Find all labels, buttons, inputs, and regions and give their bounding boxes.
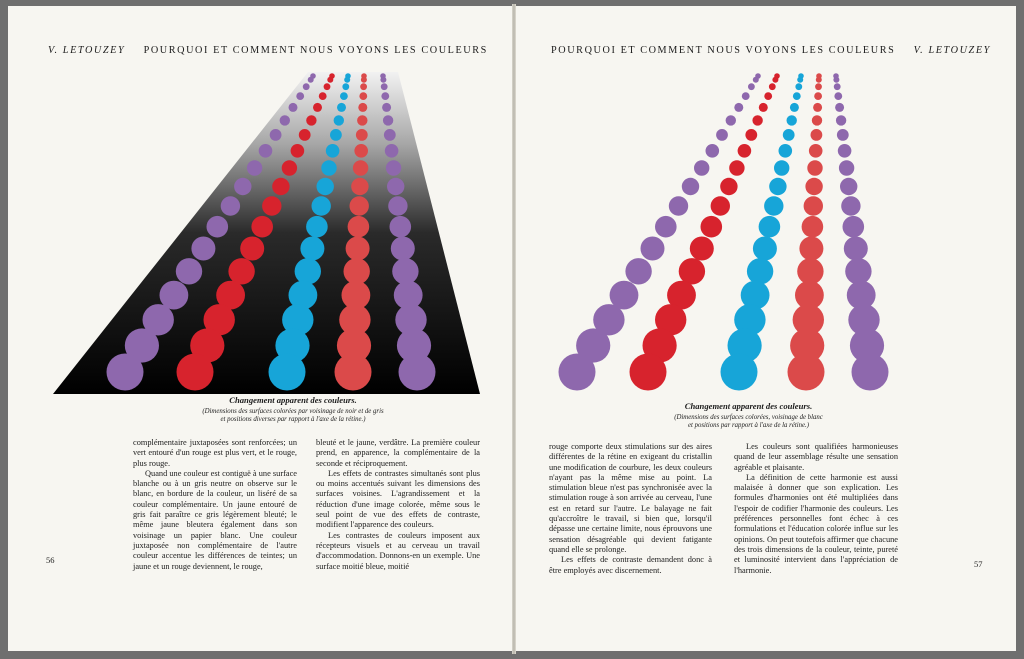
right-cyan-row-dot bbox=[797, 77, 803, 83]
right-cyan-row-dot bbox=[753, 237, 777, 261]
left-coral-row-dot bbox=[358, 103, 367, 112]
left-red-row-dot bbox=[282, 160, 297, 175]
right-violet-row-2-dot bbox=[841, 196, 860, 215]
right-red-row-dot bbox=[769, 83, 776, 90]
right-red-row-dot bbox=[711, 196, 730, 215]
left-coral-row-dot bbox=[360, 83, 367, 90]
right-header-author: V. LETOUZEY bbox=[913, 45, 991, 56]
left-cyan-row-dot bbox=[321, 160, 336, 175]
left-violet-row-dot bbox=[296, 92, 304, 100]
right-violet-row-dot bbox=[742, 92, 750, 100]
right-violet-row-2-dot bbox=[834, 92, 842, 100]
left-cyan-row-dot bbox=[344, 77, 350, 83]
right-header-title: POURQUOI ET COMMENT NOUS VOYONS LES COULEURS bbox=[551, 45, 896, 56]
right-page bbox=[516, 6, 1016, 651]
left-violet-row-dot bbox=[280, 115, 290, 125]
left-red-row-dot bbox=[291, 144, 305, 158]
right-cyan-row-dot bbox=[747, 258, 773, 284]
left-violet-row-2-dot bbox=[384, 129, 396, 141]
left-coral-row-dot bbox=[354, 144, 368, 158]
left-cyan-row-dot bbox=[340, 92, 348, 100]
right-violet-row-2-dot bbox=[852, 354, 889, 391]
left-figure-caption bbox=[168, 395, 418, 424]
left-violet-row-2-dot bbox=[391, 237, 415, 261]
right-red-row-dot bbox=[759, 103, 768, 112]
right-cyan-row-dot bbox=[779, 144, 793, 158]
left-coral-row-dot bbox=[335, 354, 372, 391]
left-violet-row-dot bbox=[303, 83, 310, 90]
left-red-row-dot bbox=[240, 237, 264, 261]
right-coral-row-dot bbox=[805, 178, 822, 195]
right-caption-line-2: et positions par rapport à l'axe de la rétine.) bbox=[688, 422, 809, 429]
left-column-1 bbox=[133, 438, 297, 572]
right-caption-title: Changement apparent des couleurs. bbox=[684, 401, 813, 411]
left-violet-row-dot bbox=[176, 258, 202, 284]
left-cyan-row-dot bbox=[300, 237, 324, 261]
left-red-row-dot bbox=[251, 216, 273, 238]
right-violet-row-2-dot bbox=[845, 258, 871, 284]
right-violet-row-dot bbox=[682, 178, 699, 195]
left-violet-row-dot bbox=[191, 237, 215, 261]
right-red-row-dot bbox=[738, 144, 752, 158]
right-cyan-row-dot bbox=[721, 354, 758, 391]
right-cyan-row-dot bbox=[759, 216, 781, 238]
left-violet-row-dot bbox=[308, 77, 314, 83]
right-coral-row-dot bbox=[814, 92, 822, 100]
right-violet-row-2-dot bbox=[836, 115, 846, 125]
left-header-title: POURQUOI ET COMMENT NOUS VOYONS LES COULEURS bbox=[143, 45, 488, 56]
right-caption-line-1: (Dimensions des surfaces colorées, voisinage de blanc bbox=[674, 414, 823, 421]
paragraph: complémentaire juxtaposées sont renforcées; un vert entouré d'un rouge est plus vert, et le rouge, plus rouge. bbox=[133, 438, 297, 468]
right-cyan-row-dot bbox=[774, 160, 789, 175]
right-column-2 bbox=[734, 442, 898, 576]
right-coral-row-dot bbox=[807, 160, 822, 175]
left-coral-row-dot bbox=[357, 115, 367, 125]
left-cyan-row-dot bbox=[342, 83, 349, 90]
right-violet-row-dot bbox=[753, 77, 759, 83]
right-violet-row-2-dot bbox=[837, 129, 849, 141]
left-red-row-dot bbox=[319, 92, 327, 100]
left-violet-row-2-dot bbox=[386, 160, 401, 175]
left-violet-row-dot bbox=[259, 144, 273, 158]
right-red-row-dot bbox=[729, 160, 744, 175]
right-violet-row-dot bbox=[655, 216, 677, 238]
right-dot-rows bbox=[559, 73, 889, 390]
left-violet-row-2-dot bbox=[381, 92, 389, 100]
right-violet-row-dot bbox=[669, 196, 688, 215]
left-cyan-row-dot bbox=[337, 103, 346, 112]
left-coral-row-dot bbox=[346, 237, 370, 261]
left-violet-row-2-dot bbox=[399, 354, 436, 391]
right-coral-row-dot bbox=[813, 103, 822, 112]
left-violet-row-dot bbox=[247, 160, 262, 175]
left-violet-row-2-dot bbox=[381, 83, 388, 90]
paragraph: Quand une couleur est contiguë à une surface blanche ou à un gris neutre on observe sur le blanc, en bordure de la couleur, un liséré de sa couleur complémentaire. Un jaune entouré de gris fait paraître ce gris légèrement bleuté; le même jaune bleutera également dans son voisinage un papier blanc. Une couleur juxtaposée non complémentaire de l'autre couleur accentue les différences de teintes; un jaune et un rouge deviennent, le rouge, bbox=[133, 468, 297, 571]
right-red-row-dot bbox=[752, 115, 762, 125]
right-violet-row-dot bbox=[694, 160, 709, 175]
left-color-plate bbox=[8, 6, 512, 406]
left-red-row-dot bbox=[177, 354, 214, 391]
right-violet-row-2-dot bbox=[833, 77, 839, 83]
left-column-2 bbox=[316, 438, 480, 572]
paragraph: Les effets de contrastes simultanés sont plus ou moins accentués suivant les dimensions des surfaces voisines. L'agrandissement et la réduction d'une image colorée, même sous le seul point de vue des effets de contraste, modifient l'apparence des couleurs. bbox=[316, 468, 480, 530]
right-color-plate bbox=[516, 6, 1016, 406]
right-red-row-dot bbox=[701, 216, 723, 238]
paragraph: Les effets de contraste demandent donc à être employés avec discernement. bbox=[549, 555, 712, 575]
right-coral-row-dot bbox=[804, 196, 823, 215]
left-violet-row-dot bbox=[234, 178, 251, 195]
right-cyan-row-dot bbox=[790, 103, 799, 112]
left-violet-row-dot bbox=[207, 216, 229, 238]
left-violet-row-2-dot bbox=[382, 103, 391, 112]
left-coral-row-dot bbox=[359, 92, 367, 100]
right-cyan-row-dot bbox=[795, 83, 802, 90]
right-cyan-row-dot bbox=[787, 115, 797, 125]
right-cyan-row-dot bbox=[793, 92, 801, 100]
left-red-row-dot bbox=[228, 258, 254, 284]
left-cyan-row-dot bbox=[312, 196, 331, 215]
left-coral-row-dot bbox=[350, 196, 369, 215]
left-coral-row-dot bbox=[361, 77, 367, 83]
left-violet-row-2-dot bbox=[383, 115, 393, 125]
left-violet-row-2-dot bbox=[385, 144, 399, 158]
right-violet-row-dot bbox=[716, 129, 728, 141]
right-coral-row-dot bbox=[811, 129, 823, 141]
right-cyan-row-dot bbox=[764, 196, 783, 215]
left-red-row-dot bbox=[262, 196, 281, 215]
left-violet-row-dot bbox=[270, 129, 282, 141]
left-cyan-row-dot bbox=[326, 144, 340, 158]
right-violet-row-dot bbox=[706, 144, 720, 158]
right-column-1 bbox=[549, 442, 712, 576]
left-page bbox=[8, 6, 512, 651]
right-violet-row-2-dot bbox=[838, 144, 852, 158]
right-red-row-dot bbox=[764, 92, 772, 100]
left-red-row-dot bbox=[299, 129, 311, 141]
right-red-row-dot bbox=[772, 77, 778, 83]
right-red-row-dot bbox=[720, 178, 737, 195]
right-violet-row-2-dot bbox=[844, 237, 868, 261]
right-figure-caption bbox=[616, 401, 881, 430]
left-coral-row-dot bbox=[356, 129, 368, 141]
right-red-row-dot bbox=[690, 237, 714, 261]
right-coral-row-dot bbox=[809, 144, 823, 158]
paragraph: La définition de cette harmonie est aussi malaisée à donner que son explication. Les formules d'harmonies ont été multipliées dans l'espoir de codifier l'harmonie des couleurs. Les préférences personnelles font échec à ces formulations et l'éducation colorée influe sur les opinions. On peut toutefois affirmer que chacune des trois dimensions de la couleur, teinte, pureté et luminosité intervient dans l'appréciation de l'harmonie. bbox=[734, 472, 898, 575]
right-violet-row-dot bbox=[559, 354, 596, 391]
right-coral-row-dot bbox=[788, 354, 825, 391]
left-violet-row-2-dot bbox=[388, 196, 407, 215]
left-caption-title: Changement apparent des couleurs. bbox=[229, 395, 357, 405]
left-red-row-dot bbox=[324, 83, 331, 90]
right-coral-row-dot bbox=[812, 115, 822, 125]
left-red-row-dot bbox=[313, 103, 322, 112]
left-cyan-row-dot bbox=[317, 178, 334, 195]
right-violet-row-2-dot bbox=[840, 178, 857, 195]
right-coral-row-dot bbox=[802, 216, 824, 238]
left-coral-row-dot bbox=[353, 160, 368, 175]
left-header-author: V. LETOUZEY bbox=[48, 45, 126, 56]
left-coral-row-dot bbox=[344, 258, 370, 284]
right-violet-row-2-dot bbox=[843, 216, 865, 238]
left-cyan-row-dot bbox=[295, 258, 321, 284]
left-caption-line-2: et positions diverses par rapport à l'axe de la rétine.) bbox=[220, 416, 366, 423]
paragraph: bleuté et le jaune, verdâtre. La première couleur prend, en apparence, la complémentaire de la seconde et réciproquement. bbox=[316, 438, 480, 468]
left-cyan-row-dot bbox=[330, 129, 342, 141]
left-cyan-row-dot bbox=[334, 115, 344, 125]
left-violet-row-dot bbox=[107, 354, 144, 391]
right-red-row-dot bbox=[745, 129, 757, 141]
right-violet-row-dot bbox=[641, 237, 665, 261]
right-violet-row-dot bbox=[625, 258, 651, 284]
right-violet-row-dot bbox=[726, 115, 736, 125]
right-cyan-row-dot bbox=[783, 129, 795, 141]
left-cyan-row-dot bbox=[269, 354, 306, 391]
left-red-row-dot bbox=[306, 115, 316, 125]
left-page-number: 56 bbox=[46, 555, 55, 565]
right-coral-row-dot bbox=[815, 83, 822, 90]
right-coral-row-dot bbox=[816, 77, 822, 83]
right-cyan-row-dot bbox=[769, 178, 786, 195]
left-coral-row-dot bbox=[351, 178, 368, 195]
left-violet-row-dot bbox=[289, 103, 298, 112]
paragraph: Les contrastes de couleurs imposent aux récepteurs visuels et au cerveau un travail d'accommodation. Donnons-en un exemple. Une surface moitié bleue, moitié bbox=[316, 530, 480, 571]
left-red-row-dot bbox=[272, 178, 289, 195]
paragraph: Les couleurs sont qualifiées harmonieuses quand de leur assemblage résulte une sensation agréable et plaisante. bbox=[734, 442, 898, 472]
right-violet-row-2-dot bbox=[835, 103, 844, 112]
left-violet-row-2-dot bbox=[392, 258, 418, 284]
paragraph: rouge comporte deux stimulations sur des aires différentes de la rétine en exigeant du cristallin une modification de courbure, les deux couleurs n'ayant pas la même mise au point. La stimulation bleue n'est pas synchronisée avec la stimulation rouge à son arrivée au cerveau, l'une est en retard sur l'autre. Le balayage ne fait qu'accroître le travail, si bien que, lorsqu'il dépasse une certaine limite, nous éprouvons une sensation désagréable qui devient fatigante quand elle se prolonge. bbox=[549, 442, 712, 554]
left-violet-row-2-dot bbox=[380, 77, 386, 83]
left-coral-row-dot bbox=[348, 216, 370, 238]
left-violet-row-2-dot bbox=[390, 216, 412, 238]
right-violet-row-2-dot bbox=[839, 160, 854, 175]
right-page-number: 57 bbox=[974, 559, 983, 569]
right-red-row-dot bbox=[630, 354, 667, 391]
left-violet-row-2-dot bbox=[387, 178, 404, 195]
left-red-row-dot bbox=[327, 77, 333, 83]
right-violet-row-2-dot bbox=[834, 83, 841, 90]
right-red-row-dot bbox=[679, 258, 705, 284]
left-cyan-row-dot bbox=[306, 216, 328, 238]
right-coral-row-dot bbox=[797, 258, 823, 284]
right-violet-row-dot bbox=[734, 103, 743, 112]
left-caption-line-1: (Dimensions des surfaces colorées par voisinage de noir et de gris bbox=[202, 408, 384, 415]
right-violet-row-dot bbox=[748, 83, 755, 90]
left-violet-row-dot bbox=[221, 196, 240, 215]
right-coral-row-dot bbox=[799, 237, 823, 261]
